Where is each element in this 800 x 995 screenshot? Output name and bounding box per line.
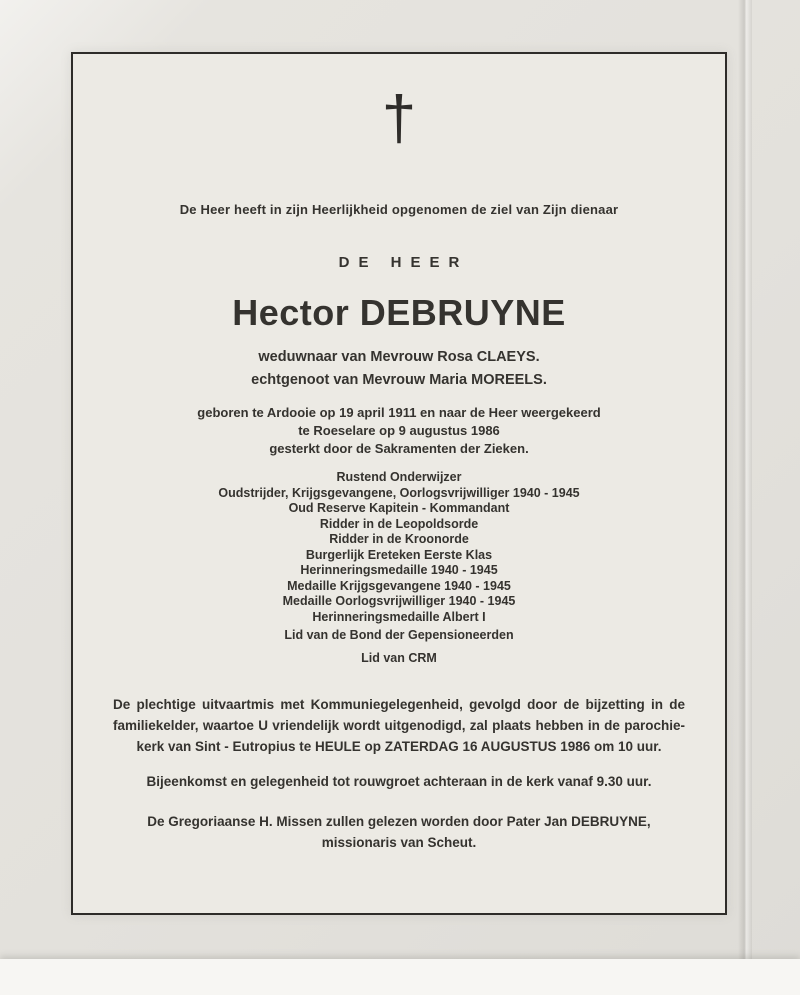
- title-line: Burgerlijk Ereteken Eerste Klas: [305, 547, 493, 562]
- page-fold-shadow: [738, 0, 752, 959]
- relation-line: echtgenoot van Mevrouw Maria MOREELS.: [251, 372, 547, 388]
- title-line: Medaille Krijgsgevangene 1940 - 1945: [287, 578, 511, 593]
- intro-text: De Heer heeft in zijn Heerlijkheid opgenomen de ziel van Zijn dienaar: [179, 202, 619, 217]
- funeral-line: familiekelder, waartoe U vriendelijk wordt uitgenodigd, zal plaats hebben in de parochie-: [113, 718, 685, 733]
- life-dates-block: [73, 404, 725, 458]
- scan-bottom-edge: [0, 959, 800, 995]
- title-line: Lid van de Bond der Gepensioneerden: [284, 628, 514, 642]
- title-line: Ridder in de Kroonorde: [329, 532, 469, 546]
- life-line: geboren te Ardooie op 19 april 1911 en naar de Heer weergekeerd: [197, 405, 601, 420]
- title-line: Oudstrijder, Krijgsgevangene, Oorlogsvrijwilliger 1940 - 1945: [218, 485, 580, 500]
- deceased-name: Hector DEBRUYNE: [232, 292, 566, 333]
- masses-note: [73, 811, 725, 853]
- relations-block: [73, 346, 725, 392]
- funeral-announcement: [113, 694, 685, 757]
- title-line: Herinneringsmedaille 1940 - 1945: [300, 563, 498, 577]
- title-line: Rustend Onderwijzer: [336, 470, 462, 484]
- funeral-line: De plechtige uitvaartmis met Kommuniegelegenheid, gevolgd door de bijzetting in de: [113, 697, 685, 712]
- memorial-card: [71, 52, 727, 915]
- life-line: gesterkt door de Sakramenten der Zieken.: [269, 441, 529, 456]
- life-line: te Roeselare op 9 augustus 1986: [298, 423, 500, 438]
- honorific-text: DE HEER: [338, 254, 469, 271]
- titles-honours-list: [73, 470, 725, 666]
- title-line: Ridder in de Leopoldsorde: [319, 516, 479, 531]
- title-line: Medaille Oorlogsvrijwilliger 1940 - 1945: [282, 594, 516, 608]
- title-line: Oud Reserve Kapitein - Kommandant: [288, 501, 510, 515]
- title-line: Herinneringsmedaille Albert I: [312, 609, 486, 624]
- cross-icon: †: [381, 84, 417, 153]
- funeral-line: kerk van Sint - Eutropius te HEULE op ZATERDAG 16 AUGUSTUS 1986 om 10 uur.: [136, 739, 662, 754]
- relation-line: weduwnaar van Mevrouw Rosa CLAEYS.: [258, 349, 540, 365]
- title-line: Lid van CRM: [361, 650, 437, 665]
- masses-line: De Gregoriaanse H. Missen zullen gelezen worden door Pater Jan DEBRUYNE,: [147, 814, 651, 829]
- masses-line: missionaris van Scheut.: [321, 835, 477, 850]
- gathering-note: Bijeenkomst en gelegenheid tot rouwgroet achteraan in de kerk vanaf 9.30 uur.: [146, 774, 652, 789]
